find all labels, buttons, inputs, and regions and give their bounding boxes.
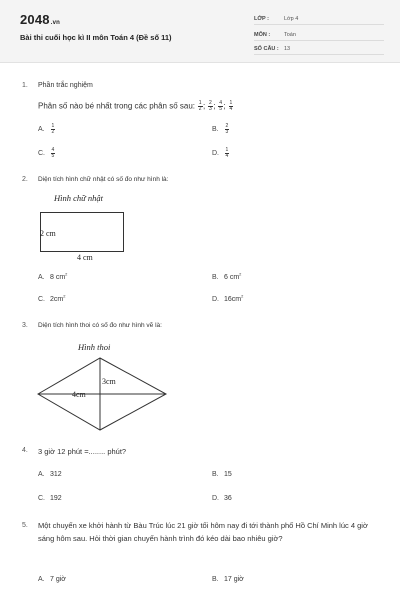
q4-question: 3 giờ 12 phút =........ phút? xyxy=(38,447,127,456)
question-count-row xyxy=(254,44,384,55)
exam-header xyxy=(0,0,400,63)
q2-option-a[interactable]: A. 8 $cm^2$ xyxy=(38,271,68,281)
rhombus-label-3cm: 3cm xyxy=(102,377,116,386)
q1-option-b[interactable]: B. $\frac{2}{3}$ xyxy=(212,123,229,135)
question-count-value: 13 xyxy=(284,46,291,52)
q2-question: Diện tích hình chữ nhật có số đo như hình là: xyxy=(38,176,169,183)
q1-question: Phân số nào bé nhất trong các phân số sau: $\frac{1}{2}$ ; $\frac{2}{3}$ ; $\frac{4}{5}$ ; $\frac{1}{4}$ xyxy=(38,100,233,112)
q2-option-c[interactable]: C. $2cm^2$ xyxy=(38,293,66,303)
subject-value: Toán xyxy=(284,32,296,38)
rectangle-height-label: 2 cm xyxy=(40,229,56,238)
site-logo[interactable]: 2048.vn xyxy=(20,12,61,27)
class-info-row xyxy=(254,14,384,25)
question-count-label: SỐ CÂU : xyxy=(254,46,279,52)
q5-question: Một chuyến xe khởi hành từ Bàu Trúc lúc 21 giờ tối hôm nay đi tới thành phố Hồ Chí Minh lúc 4 giờ sáng hôm sau. Hỏi thời gian chuyến hành trình đó kéo dài bao nhiêu giờ? xyxy=(38,521,368,543)
q4-option-b[interactable]: B. 15 xyxy=(212,471,232,478)
subject-info-row xyxy=(254,30,384,41)
q3-question: Diện tích hình thoi có số đo như hình vẽ là: xyxy=(38,322,162,329)
rhombus-label-4cm: 4cm xyxy=(72,390,86,399)
class-value: Lớp 4 xyxy=(284,16,299,22)
q1-fraction-1: $\frac{1}{2}$ xyxy=(198,100,202,112)
q4-option-c[interactable]: C. 192 xyxy=(38,495,62,502)
subject-label: MÔN : xyxy=(254,32,271,38)
q5-option-b[interactable]: B. 17 giờ xyxy=(212,576,244,583)
q1-option-a[interactable]: A. $\frac{1}{2}$ xyxy=(38,123,55,135)
q4-option-d[interactable]: D. 36 xyxy=(212,495,232,502)
q1-number: 1. xyxy=(22,82,28,89)
q5-number: 5. xyxy=(22,522,28,529)
exam-title: Bài thi cuối học kì II môn Toán 4 (Đề số 11) xyxy=(20,33,172,42)
q1-fraction-3: $\frac{4}{5}$ xyxy=(219,100,223,112)
q2-number: 2. xyxy=(22,176,28,183)
rhombus-figure xyxy=(36,356,174,434)
rectangle-figure-caption: Hình chữ nhật xyxy=(54,193,104,203)
q5-option-a[interactable]: A. 7 giờ xyxy=(38,576,66,583)
q4-option-a[interactable]: A. 312 xyxy=(38,471,62,478)
q1-fraction-2: $\frac{2}{3}$ xyxy=(209,100,212,112)
q1-option-c[interactable]: C. $\frac{4}{5}$ xyxy=(38,147,55,159)
q2-option-d[interactable]: D. $16cm^2$ xyxy=(212,293,244,303)
rhombus-figure-caption: Hình thoi xyxy=(78,342,111,352)
class-label: LỚP : xyxy=(254,16,269,22)
q1-section: Phần trắc nghiệm xyxy=(38,82,93,89)
q3-number: 3. xyxy=(22,322,28,329)
rectangle-width-label: 4 cm xyxy=(77,253,93,262)
q2-option-b[interactable]: B. 6 $cm^2$ xyxy=(212,271,242,281)
q4-number: 4. xyxy=(22,447,28,454)
q1-fraction-4: $\frac{1}{4}$ xyxy=(229,100,233,112)
q1-option-d[interactable]: D. $\frac{1}{4}$ xyxy=(212,147,229,159)
